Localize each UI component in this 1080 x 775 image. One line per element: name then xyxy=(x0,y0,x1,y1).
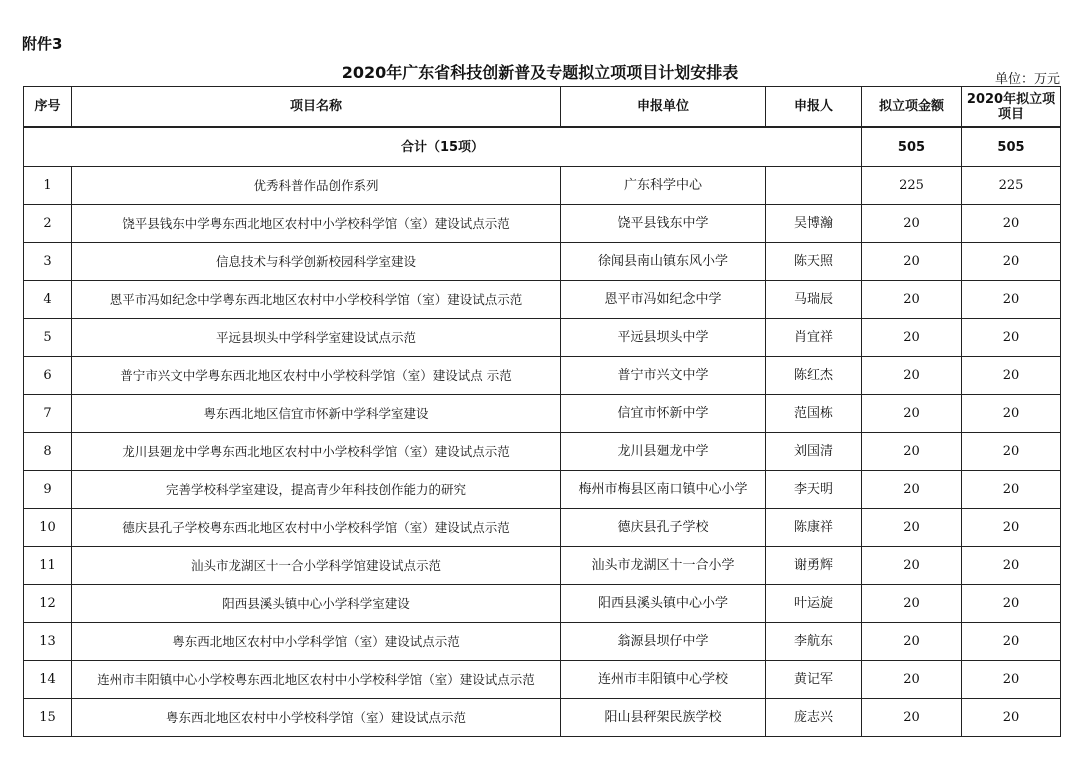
row-amount: 20 xyxy=(862,661,962,699)
row-seq: 9 xyxy=(24,471,72,509)
row-organization: 普宁市兴文中学 xyxy=(561,357,766,395)
row-planned: 20 xyxy=(962,395,1061,433)
row-organization: 平远县坝头中学 xyxy=(561,319,766,357)
header-organization: 申报单位 xyxy=(561,87,766,128)
row-seq: 8 xyxy=(24,433,72,471)
row-applicant: 黄记军 xyxy=(766,661,862,699)
table-row xyxy=(24,357,1061,395)
document-title: 2020年广东省科技创新普及专题拟立项项目计划安排表 xyxy=(341,63,739,82)
row-amount: 20 xyxy=(862,547,962,585)
row-amount: 20 xyxy=(862,699,962,737)
row-planned: 20 xyxy=(962,661,1061,699)
row-amount: 20 xyxy=(862,205,962,243)
row-organization: 徐闻县南山镇东风小学 xyxy=(561,243,766,281)
row-project-name: 汕头市龙湖区十一合小学科学馆建设试点示范 xyxy=(72,547,561,585)
row-project-name: 阳西县溪头镇中心小学科学室建设 xyxy=(72,585,561,623)
row-organization: 翁源县坝仔中学 xyxy=(561,623,766,661)
row-project-name: 完善学校科学室建设，提高青少年科技创作能力的研究 xyxy=(72,471,561,509)
row-organization: 汕头市龙湖区十一合小学 xyxy=(561,547,766,585)
row-amount: 20 xyxy=(862,243,962,281)
row-applicant: 李航东 xyxy=(766,623,862,661)
row-applicant: 叶运旋 xyxy=(766,585,862,623)
row-applicant: 吴博瀚 xyxy=(766,205,862,243)
row-applicant: 马瑞辰 xyxy=(766,281,862,319)
row-applicant: 肖宜祥 xyxy=(766,319,862,357)
row-planned: 20 xyxy=(962,433,1061,471)
row-applicant: 范国栋 xyxy=(766,395,862,433)
table-row xyxy=(24,661,1061,699)
row-seq: 1 xyxy=(24,167,72,205)
row-planned: 20 xyxy=(962,243,1061,281)
row-planned: 20 xyxy=(962,547,1061,585)
row-applicant: 刘国清 xyxy=(766,433,862,471)
row-seq: 4 xyxy=(24,281,72,319)
row-planned: 20 xyxy=(962,357,1061,395)
row-organization: 连州市丰阳镇中心学校 xyxy=(561,661,766,699)
project-rows xyxy=(24,167,1061,737)
row-seq: 7 xyxy=(24,395,72,433)
row-amount: 225 xyxy=(862,167,962,205)
row-planned: 20 xyxy=(962,281,1061,319)
row-organization: 德庆县孔子学校 xyxy=(561,509,766,547)
row-planned: 20 xyxy=(962,699,1061,737)
table-row xyxy=(24,205,1061,243)
row-planned: 20 xyxy=(962,623,1061,661)
row-seq: 6 xyxy=(24,357,72,395)
table-row xyxy=(24,395,1061,433)
row-applicant: 陈康祥 xyxy=(766,509,862,547)
row-seq: 2 xyxy=(24,205,72,243)
table-row xyxy=(24,167,1061,205)
row-seq: 14 xyxy=(24,661,72,699)
row-project-name: 优秀科普作品创作系列 xyxy=(72,167,561,205)
row-amount: 20 xyxy=(862,319,962,357)
row-applicant xyxy=(766,167,862,205)
table-row xyxy=(24,243,1061,281)
row-applicant: 陈天照 xyxy=(766,243,862,281)
row-planned: 20 xyxy=(962,509,1061,547)
table-header-row xyxy=(24,87,1061,128)
row-amount: 20 xyxy=(862,357,962,395)
row-amount: 20 xyxy=(862,395,962,433)
table-row xyxy=(24,623,1061,661)
project-table xyxy=(23,86,1061,737)
row-organization: 信宜市怀新中学 xyxy=(561,395,766,433)
row-seq: 3 xyxy=(24,243,72,281)
row-project-name: 粤东西北地区信宜市怀新中学科学室建设 xyxy=(72,395,561,433)
row-amount: 20 xyxy=(862,471,962,509)
row-planned: 20 xyxy=(962,319,1061,357)
row-project-name: 恩平市冯如纪念中学粤东西北地区农村中小学校科学馆（室）建设试点示范 xyxy=(72,281,561,319)
row-project-name: 饶平县钱东中学粤东西北地区农村中小学校科学馆（室）建设试点示范 xyxy=(72,205,561,243)
row-planned: 20 xyxy=(962,585,1061,623)
row-amount: 20 xyxy=(862,509,962,547)
total-amount: 505 xyxy=(862,127,962,167)
total-row xyxy=(24,127,1061,167)
row-amount: 20 xyxy=(862,281,962,319)
header-planned: 2020年拟立项项目 xyxy=(962,87,1061,128)
total-label: 合计（15项） xyxy=(24,127,862,167)
row-project-name: 普宁市兴文中学粤东西北地区农村中小学校科学馆（室）建设试点 示范 xyxy=(72,357,561,395)
row-amount: 20 xyxy=(862,433,962,471)
row-project-name: 信息技术与科学创新校园科学室建设 xyxy=(72,243,561,281)
row-organization: 广东科学中心 xyxy=(561,167,766,205)
row-applicant: 谢勇辉 xyxy=(766,547,862,585)
row-organization: 恩平市冯如纪念中学 xyxy=(561,281,766,319)
row-seq: 13 xyxy=(24,623,72,661)
row-seq: 15 xyxy=(24,699,72,737)
header-applicant: 申报人 xyxy=(766,87,862,128)
table-row xyxy=(24,471,1061,509)
row-organization: 梅州市梅县区南口镇中心小学 xyxy=(561,471,766,509)
row-organization: 阳山县秤架民族学校 xyxy=(561,699,766,737)
row-seq: 11 xyxy=(24,547,72,585)
row-seq: 5 xyxy=(24,319,72,357)
row-project-name: 龙川县廻龙中学粤东西北地区农村中小学校科学馆（室）建设试点示范 xyxy=(72,433,561,471)
table-row xyxy=(24,509,1061,547)
row-seq: 10 xyxy=(24,509,72,547)
row-planned: 20 xyxy=(962,205,1061,243)
unit-label: 单位：万元 xyxy=(994,72,1060,87)
row-project-name: 粤东西北地区农村中小学校科学馆（室）建设试点示范 xyxy=(72,699,561,737)
header-seq: 序号 xyxy=(24,87,72,128)
row-organization: 饶平县钱东中学 xyxy=(561,205,766,243)
row-project-name: 平远县坝头中学科学室建设试点示范 xyxy=(72,319,561,357)
table-row xyxy=(24,433,1061,471)
row-organization: 龙川县廻龙中学 xyxy=(561,433,766,471)
attachment-label: 附件3 xyxy=(22,35,63,53)
row-applicant: 陈红杰 xyxy=(766,357,862,395)
row-project-name: 粤东西北地区农村中小学科学馆（室）建设试点示范 xyxy=(72,623,561,661)
row-project-name: 德庆县孔子学校粤东西北地区农村中小学校科学馆（室）建设试点示范 xyxy=(72,509,561,547)
header-project-name: 项目名称 xyxy=(72,87,561,128)
total-planned: 505 xyxy=(962,127,1061,167)
table-row xyxy=(24,547,1061,585)
row-planned: 225 xyxy=(962,167,1061,205)
row-amount: 20 xyxy=(862,623,962,661)
row-project-name: 连州市丰阳镇中心小学校粤东西北地区农村中小学校科学馆（室）建设试点示范 xyxy=(72,661,561,699)
row-organization: 阳西县溪头镇中心小学 xyxy=(561,585,766,623)
row-applicant: 庞志兴 xyxy=(766,699,862,737)
table-row xyxy=(24,585,1061,623)
table-row xyxy=(24,699,1061,737)
row-planned: 20 xyxy=(962,471,1061,509)
row-applicant: 李天明 xyxy=(766,471,862,509)
row-amount: 20 xyxy=(862,585,962,623)
header-amount: 拟立项金额 xyxy=(862,87,962,128)
table-row xyxy=(24,281,1061,319)
row-seq: 12 xyxy=(24,585,72,623)
table-row xyxy=(24,319,1061,357)
